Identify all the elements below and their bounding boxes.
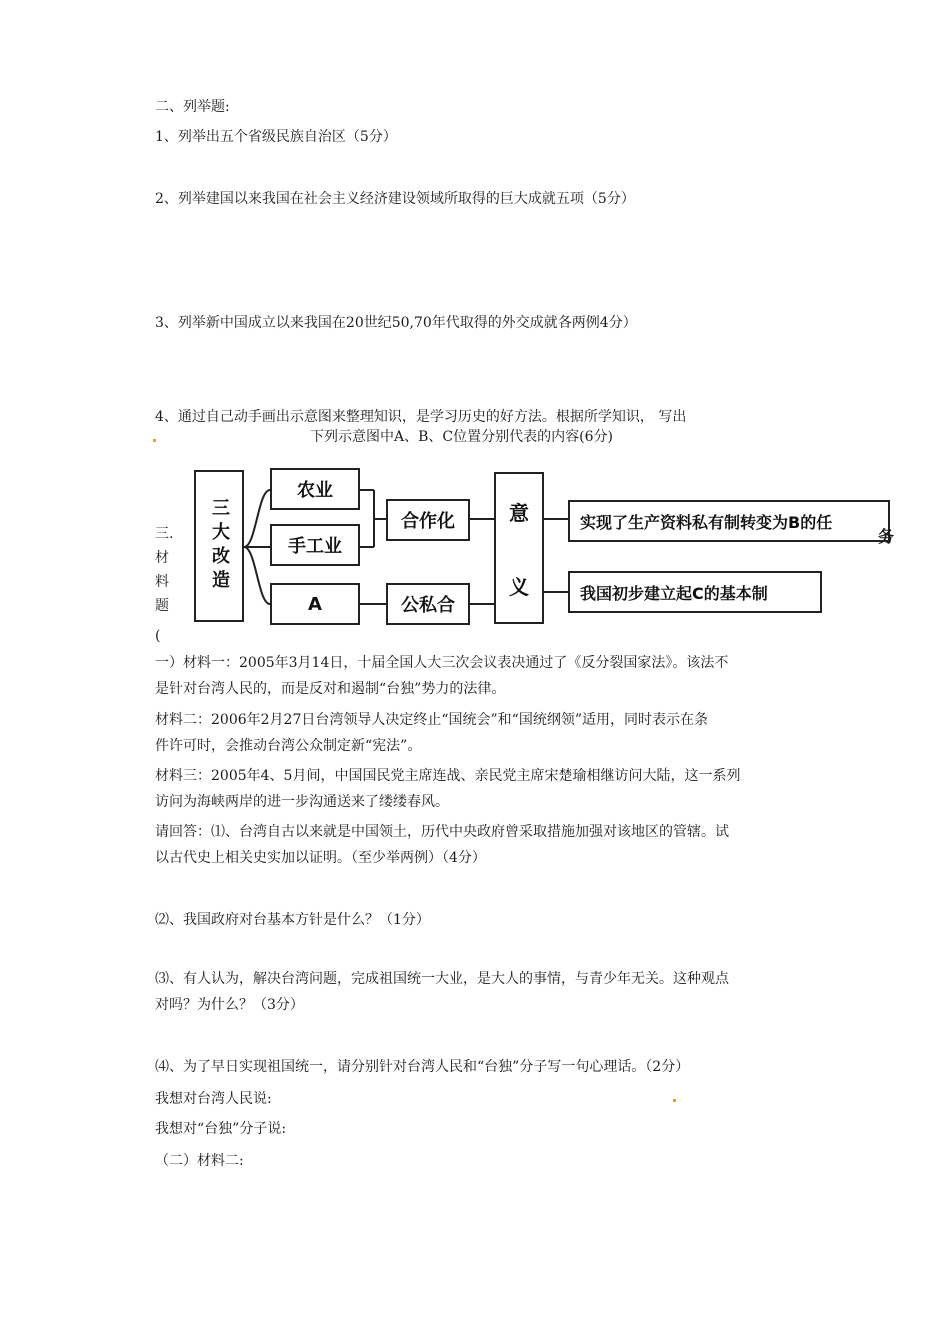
section-three-label-5: (	[155, 628, 161, 644]
ask-1-line-2: 以古代史上相关史实加以证明。（至少举两例）（4分）	[155, 850, 486, 866]
result-c-box: 我国初步建立起C的基本制	[568, 571, 822, 613]
public-private-box: 公私合	[386, 583, 470, 625]
ask-1-line-1: 请回答：⑴、台湾自古以来就是中国领土，历代中央政府曾采取措施加强对该地区的管辖。试	[155, 824, 729, 840]
section-three-label-3: 料	[155, 574, 169, 590]
meaning-top-char: 意	[509, 500, 529, 525]
section-three-label-1: 三.	[155, 526, 174, 542]
meaning-bottom-char: 义	[509, 574, 529, 599]
ask-4: ⑷、为了早日实现祖国统一，请分别针对台湾人民和“台独”分子写一句心理话。（2分）	[155, 1059, 690, 1075]
material-1-line-2: 是针对台湾人民的，而是反对和遏制“台独”势力的法律。	[155, 681, 506, 697]
question-1: 1、列举出五个省级民族自治区（5分）	[155, 129, 397, 145]
meaning-box	[494, 472, 544, 624]
question-2: 2、列举建国以来我国在社会主义经济建设领域所取得的巨大成就五项（5分）	[155, 191, 635, 207]
section-two-title: 二、列举题:	[155, 99, 230, 115]
marker-dot	[673, 1099, 676, 1102]
section-three-label-4: 题	[155, 598, 169, 614]
handicraft-box: 手工业	[270, 524, 360, 566]
question-4-line-1: 4、通过自己动手画出示意图来整理知识，是学习历史的好方法。根据所学知识， 写出	[155, 409, 687, 425]
material-3-line-1: 材料三：2005年4、5月间，中国国民党主席连战、亲民党主席宋楚瑜相继访问大陆，这一系列	[155, 768, 741, 784]
part-two-material: （二）材料二:	[155, 1153, 244, 1169]
question-3: 3、列举新中国成立以来我国在20世纪50,70年代取得的外交成就各两例4分）	[155, 315, 637, 331]
result-b-box: 实现了生产资料私有制转变为B的任	[568, 500, 890, 542]
question-4-line-2: 下列示意图中A、B、C位置分别代表的内容(6分)	[310, 429, 613, 445]
ask-3-line-2: 对吗？为什么？（3分）	[155, 997, 304, 1013]
material-1-line-1: 一）材料一：2005年3月14日，十届全国人大三次会议表决通过了《反分裂国家法》。该法不	[155, 655, 729, 671]
result-b-overflow: 务	[878, 527, 895, 546]
cooperative-box: 合作化	[386, 499, 470, 541]
material-2-line-1: 材料二：2006年2月27日台湾领导人决定终止“国统会”和“国统纲领”适用，同时表示在条	[155, 712, 708, 728]
ask-3-line-1: ⑶、有人认为，解决台湾问题，完成祖国统一大业，是大人的事情，与青少年无关。这种观点	[155, 971, 729, 987]
material-3-line-2: 访问为海峡两岸的进一步沟通送来了缕缕春风。	[155, 794, 449, 810]
section-three-label-2: 材	[155, 550, 169, 566]
say-to-taiwan-people: 我想对台湾人民说:	[155, 1091, 272, 1107]
agriculture-box: 农业	[270, 468, 360, 510]
three-reforms-box: 三大改造	[194, 470, 244, 622]
material-2-line-2: 件许可时，会推动台湾公众制定新“宪法”。	[155, 738, 422, 754]
say-to-separatists: 我想对“台独”分子说:	[155, 1121, 287, 1137]
ask-2: ⑵、我国政府对台基本方针是什么？（1分）	[155, 912, 430, 928]
a-box: A	[270, 583, 360, 625]
